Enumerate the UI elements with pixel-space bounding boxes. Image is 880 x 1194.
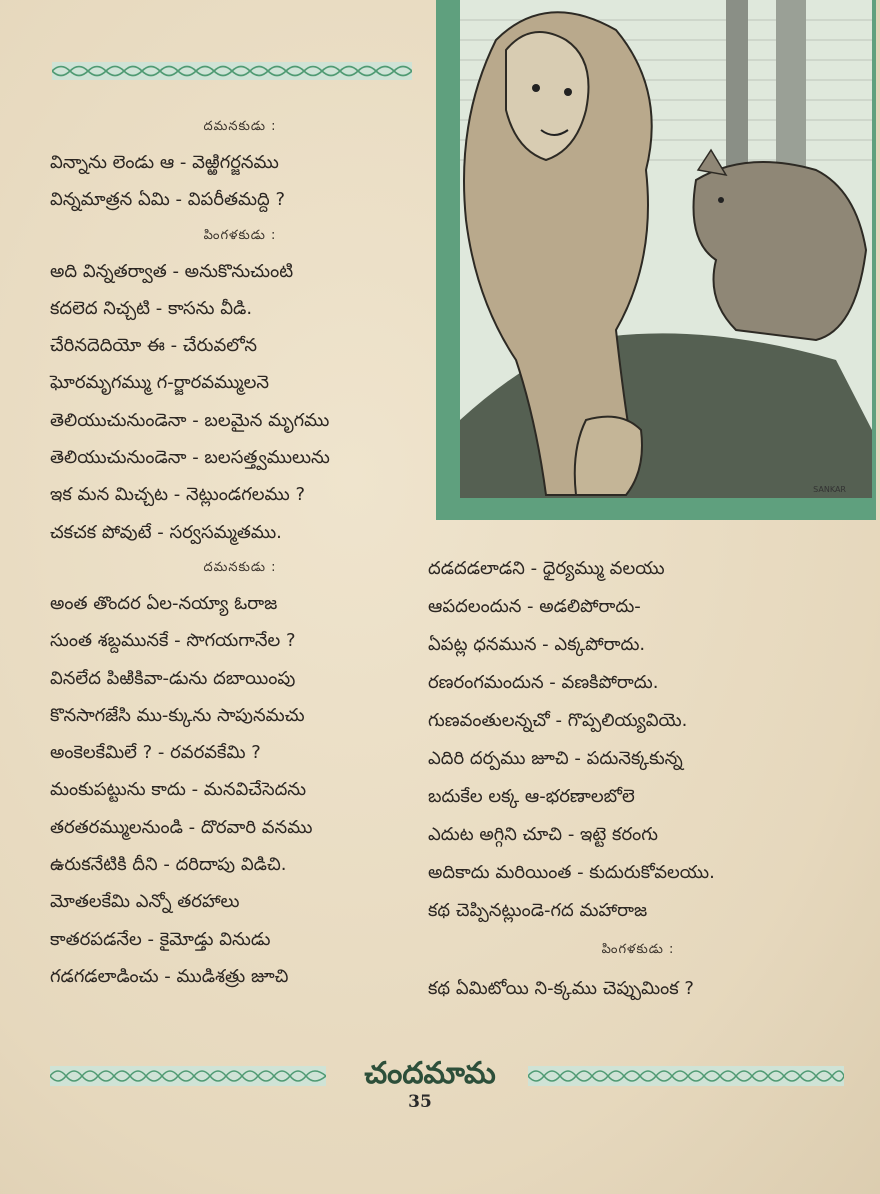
verse-line: విన్నమాత్రన ఏమి - విపరీతమద్ది ?	[50, 189, 286, 211]
verse-line: ఎదిరి దర్పము జూచి - పదునెక్కకున్న	[428, 748, 683, 769]
verse-line: వినలేద పిఱికివా-డును దబాయింపు	[50, 667, 296, 689]
verse-line: రణరంగమందున - వణకిపోరాదు.	[428, 672, 659, 693]
right-text-column	[428, 550, 848, 1008]
verse-line: అదికాదు మరియింత - కుదురుకోవలయు.	[428, 862, 715, 883]
verse-line: కథ ఏమిటోయి ని-క్కము చెప్పుమింక ?	[428, 978, 694, 999]
verse-line: దడదడలాడని - ధైర్యమ్ము వలయు	[428, 558, 665, 579]
left-text-column	[50, 110, 430, 995]
verse-line: సుంత శబ్దమునకే - సొగయగానేల ?	[50, 630, 296, 652]
verse-line: గడగడలాడించు - ముడిశత్రు జూచి	[50, 965, 289, 987]
verse-line: తెలియుచునుండెనా - బలసత్త్వములును	[50, 447, 330, 469]
verse-line: చేరినదెదియో ఈ - చేరువలోన	[50, 335, 257, 357]
decorative-border-top	[52, 62, 412, 80]
verse-line: కొనసాగజేసి ము-క్కును సాపునమచు	[50, 704, 305, 726]
verse-line: కథ చెప్పినట్లుండె-గద మహారాజ	[428, 900, 648, 921]
verse-line: బదుకేల లక్క ఆ-భరణాలబోలె	[428, 786, 635, 807]
speaker-name: దమనకుడు :	[203, 119, 277, 134]
verse-line: ఉరుకనేటికి దీని - దరిదాపు విడిచి.	[50, 854, 287, 876]
verse-line: ఏపట్ల ధనమున - ఎక్కపోరాదు.	[428, 634, 646, 655]
verse-line: గుణవంతులన్నచో - గొప్పలియ్యవియె.	[428, 710, 688, 731]
verse-line: చకచక పోవుటే - సర్వసమ్మతము.	[50, 521, 282, 543]
decorative-border-bottom-left	[50, 1066, 326, 1086]
speaker-name: పింగళకుడు :	[601, 942, 675, 957]
speaker-name: దమనకుడు :	[203, 559, 277, 575]
speaker-name: పింగళకుడు :	[203, 227, 277, 243]
illustrator-signature: SANKAR	[813, 485, 846, 494]
verse-line: ఘోరమృగమ్ము గ-ర్జారవమ్ములనె	[50, 372, 269, 394]
verse-line: ఇక మన మిచ్చట - నెట్లుండగలము ?	[50, 484, 306, 506]
verse-line: తరతరమ్ములనుండి - దొరవారి వనము	[50, 816, 313, 838]
verse-line: అంకెలకేమిలే ? - రవరవకేమి ?	[50, 742, 261, 764]
verse-line: మంకుపట్టును కాదు - మనవిచేసెదను	[50, 779, 307, 801]
verse-line: ఆపదలందున - అడలిపోరాదు-	[428, 596, 641, 617]
verse-line: కదలెద నిచ్చటి - కాసను వీడి.	[50, 297, 253, 319]
lion-and-jackal-illustration	[436, 0, 876, 520]
verse-line: ఎదుట అగ్గిని చూచి - ఇట్టె కరంగు	[428, 824, 658, 845]
decorative-border-bottom-right	[528, 1066, 844, 1086]
verse-line: తెలియుచునుండెనా - బలమైన మృగము	[50, 409, 330, 431]
page-number: 35	[408, 1092, 432, 1112]
verse-line: కాతరపడనేల - కైమోడ్తు వినుడు	[50, 928, 271, 950]
verse-line: అంత తొందర ఏల-నయ్యా ఓరాజ	[50, 592, 278, 614]
verse-line: మోతలకేమి ఎన్నో తరహాలు	[50, 891, 240, 913]
verse-line: విన్నాను లెండు ఆ - వెఱ్ఱిగర్జనము	[50, 152, 279, 173]
verse-line: అది విన్నతర్వాత - అనుకొనుచుంటి	[50, 260, 294, 282]
magazine-title: చందమామ	[364, 1056, 496, 1091]
